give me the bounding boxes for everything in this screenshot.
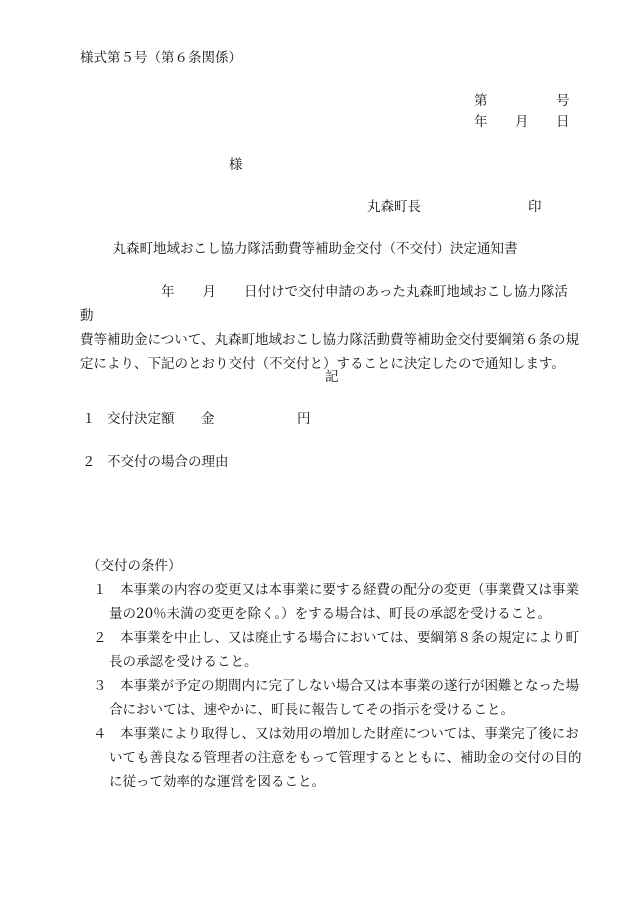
document-title: 丸森町地域おこし協力隊活動費等補助金交付（不交付）決定通知書 bbox=[112, 241, 518, 257]
item1-amount-prefix: 金 bbox=[201, 411, 215, 427]
condition-item: ２ 本事業を中止し、又は廃止する場合においては、要綱第８条の規定により町長の承認を受けること。 bbox=[93, 630, 579, 670]
body-paragraph bbox=[80, 280, 580, 376]
conditions-list bbox=[93, 578, 587, 794]
body-month: 月 bbox=[202, 284, 216, 300]
condition-item: １ 本事業の内容の変更又は本事業に要する経費の配分の変更（事業費又は事業量の20％未満の変更を除く。）をする場合は、町長の承認を受けること。 bbox=[93, 582, 579, 622]
body-line-2: 費等補助金について、丸森町地域おこし協力隊活動費等補助金交付要綱第６条の規 bbox=[80, 332, 579, 348]
doc-number-suffix: 号 bbox=[556, 93, 570, 109]
body-line-3: 定により、下記のとおり交付（不交付と）することに決定したので通知します。 bbox=[80, 356, 565, 372]
item1-label: 交付決定額 bbox=[107, 411, 175, 427]
body-year: 年 bbox=[161, 284, 175, 300]
date-day: 日 bbox=[556, 114, 570, 130]
item1-unit: 円 bbox=[297, 411, 311, 427]
item2-label: 不交付の場合の理由 bbox=[107, 454, 229, 470]
form-label: 様式第５号（第６条関係） bbox=[80, 50, 242, 66]
item1-number: １ bbox=[82, 411, 96, 427]
date-month: 月 bbox=[515, 114, 529, 130]
condition-item: ３ 本事業が予定の期間内に完了しない場合又は本事業の遂行が困難となった場合においては、速やかに、町長に報告してその指示を受けること。 bbox=[93, 678, 579, 718]
conditions-heading: （交付の条件） bbox=[87, 558, 182, 574]
addressee-suffix: 様 bbox=[229, 157, 243, 173]
issuer: 丸森町長 bbox=[367, 199, 421, 215]
date-year: 年 bbox=[474, 114, 488, 130]
condition-item: ４ 本事業により取得し、又は効用の増加した財産については、事業完了後においても善良なる管理者の注意をもって管理するとともに、補助金の交付の目的に従って効率的な運営を図ること。 bbox=[93, 726, 582, 790]
body-line-1 bbox=[80, 280, 580, 328]
ki-mark: 記 bbox=[325, 369, 339, 385]
item2-number: ２ bbox=[82, 454, 96, 470]
doc-number-prefix: 第 bbox=[474, 93, 488, 109]
seal-mark: 印 bbox=[528, 199, 542, 215]
body-line-1-text: 日付けで交付申請のあった丸森町地域おこし協力隊活動 bbox=[80, 284, 568, 324]
